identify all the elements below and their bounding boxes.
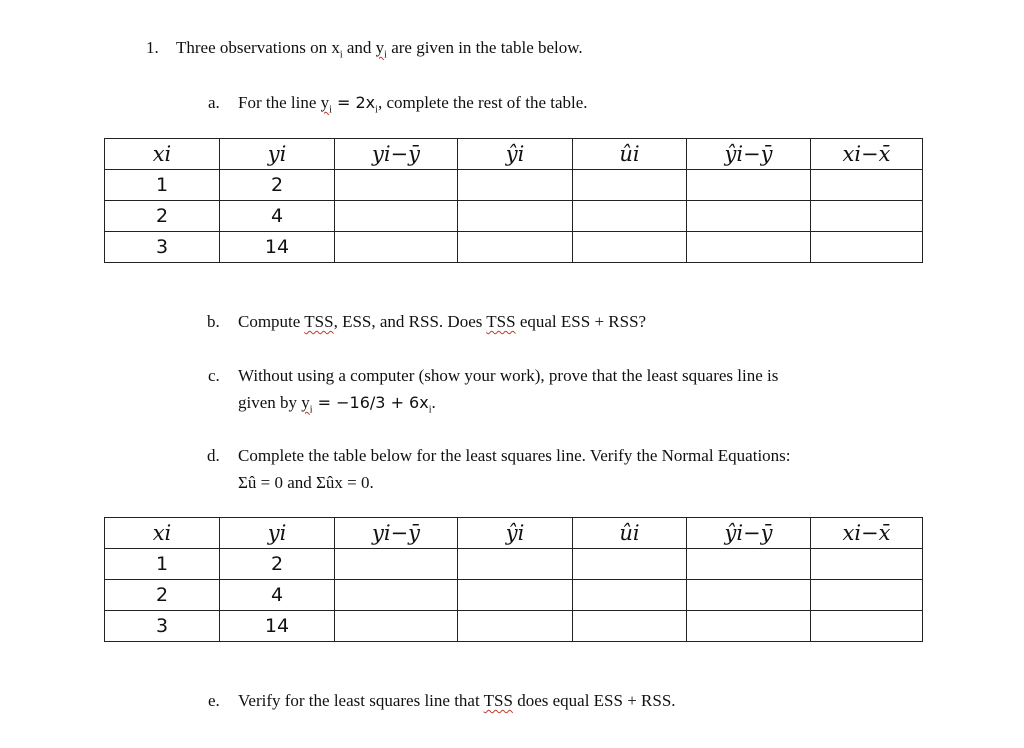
table-row (105, 232, 923, 263)
part-a-label: a. (208, 93, 220, 112)
part-c-line1: Without using a computer (show your work), prove that the least squares line is (238, 366, 779, 385)
part-c-prefix: given by (238, 393, 302, 412)
table-cell: 4 (220, 201, 335, 232)
subscript-i: i (309, 404, 313, 416)
tss-term: TSS (483, 691, 513, 710)
table-cell[interactable] (335, 201, 458, 232)
y-variable: y (301, 393, 310, 412)
part-a-equation: = 2x (331, 93, 376, 112)
header-cell: yi−ȳ (335, 139, 458, 170)
part-d-line1: Complete the table below for the least squares line. Verify the Normal Equations: (238, 446, 791, 465)
table-cell: 2 (105, 580, 220, 611)
table-cell[interactable] (687, 232, 811, 263)
table-cell: 1 (105, 549, 220, 580)
table-cell[interactable] (573, 580, 687, 611)
table-cell[interactable] (335, 170, 458, 201)
table-cell[interactable] (335, 611, 458, 642)
table-cell[interactable] (811, 611, 923, 642)
subscript-i: i (428, 404, 432, 416)
table-cell[interactable] (335, 580, 458, 611)
table-cell[interactable] (687, 611, 811, 642)
table-cell: 1 (105, 170, 220, 201)
table-cell: 14 (220, 232, 335, 263)
header-cell: xi (105, 518, 220, 549)
part-c-equation: = −16/3 + 6x (312, 393, 429, 412)
table-cell[interactable] (458, 232, 573, 263)
table-cell[interactable] (458, 580, 573, 611)
header-cell: yi (220, 139, 335, 170)
part-a-suffix: , complete the rest of the table. (377, 93, 588, 112)
part-a-prefix: For the line (238, 93, 321, 112)
table-cell[interactable] (811, 580, 923, 611)
header-cell: ûi (573, 518, 687, 549)
table-cell[interactable] (811, 201, 923, 232)
header-cell: xi−x̄ (811, 139, 923, 170)
tss-term: TSS (486, 312, 516, 331)
table-cell: 2 (105, 201, 220, 232)
table-cell: 14 (220, 611, 335, 642)
y-variable: y (375, 38, 385, 57)
header-cell: ŷi (458, 518, 573, 549)
table-cell[interactable] (687, 549, 811, 580)
header-cell: xi−x̄ (811, 518, 923, 549)
table-cell[interactable] (335, 232, 458, 263)
table-cell[interactable] (458, 549, 573, 580)
header-cell: ûi (573, 139, 687, 170)
subscript-i: i (384, 49, 387, 61)
part-b-suffix: equal ESS + RSS? (515, 312, 647, 331)
question-text (176, 38, 583, 60)
header-cell: ŷi−ȳ (687, 139, 811, 170)
data-table-2 (104, 517, 923, 642)
part-a-text (238, 93, 588, 115)
table-cell[interactable] (811, 232, 923, 263)
part-b-label: b. (207, 312, 220, 331)
table-cell[interactable] (573, 201, 687, 232)
y-variable: y (320, 93, 330, 112)
header-cell: yi (220, 518, 335, 549)
table-cell: 4 (220, 580, 335, 611)
tss-term: TSS (304, 312, 334, 331)
question-text-suffix: are given in the table below. (386, 38, 583, 57)
part-d-label: d. (207, 446, 220, 465)
subscript-i: i (329, 104, 332, 116)
table-cell[interactable] (458, 170, 573, 201)
part-e-suffix: does equal ESS + RSS. (512, 691, 676, 710)
table-cell[interactable] (687, 170, 811, 201)
header-cell: xi (105, 139, 220, 170)
part-d-line2: Σû = 0 and Σûx = 0. (238, 473, 374, 492)
header-cell: ŷi (458, 139, 573, 170)
header-cell: ŷi−ȳ (687, 518, 811, 549)
table-row (105, 549, 923, 580)
subscript-i: i (375, 104, 378, 116)
table-cell[interactable] (573, 170, 687, 201)
data-table-1 (104, 138, 923, 263)
table-cell: 2 (220, 549, 335, 580)
part-c-label: c. (208, 366, 220, 385)
part-e-text (238, 691, 676, 711)
table-row (105, 580, 923, 611)
table-cell: 2 (220, 170, 335, 201)
part-e-label: e. (208, 691, 220, 710)
table-header-row (105, 139, 923, 170)
table-row (105, 611, 923, 642)
table-cell[interactable] (573, 549, 687, 580)
part-e-prefix: Verify for the least squares line that (238, 691, 484, 710)
table-cell[interactable] (687, 580, 811, 611)
table-header-row (105, 518, 923, 549)
table-cell[interactable] (811, 549, 923, 580)
table-cell[interactable] (573, 611, 687, 642)
table-row (105, 170, 923, 201)
question-text-prefix: Three observations on x (176, 38, 340, 57)
part-b-prefix: Compute (238, 312, 305, 331)
table-cell[interactable] (335, 549, 458, 580)
table-cell[interactable] (458, 611, 573, 642)
table-cell[interactable] (573, 232, 687, 263)
header-cell: yi−ȳ (335, 518, 458, 549)
table-cell: 3 (105, 611, 220, 642)
table-row (105, 201, 923, 232)
part-b-mid: , ESS, and RSS. Does (333, 312, 487, 331)
part-b-text (238, 312, 646, 332)
part-c-line2 (238, 393, 436, 415)
table-cell[interactable] (458, 201, 573, 232)
table-cell[interactable] (687, 201, 811, 232)
question-number: 1. (146, 38, 159, 57)
table-cell[interactable] (811, 170, 923, 201)
question-text-and: and (342, 38, 376, 57)
table-cell: 3 (105, 232, 220, 263)
part-c-suffix: . (431, 393, 436, 412)
subscript-i: i (339, 49, 343, 61)
